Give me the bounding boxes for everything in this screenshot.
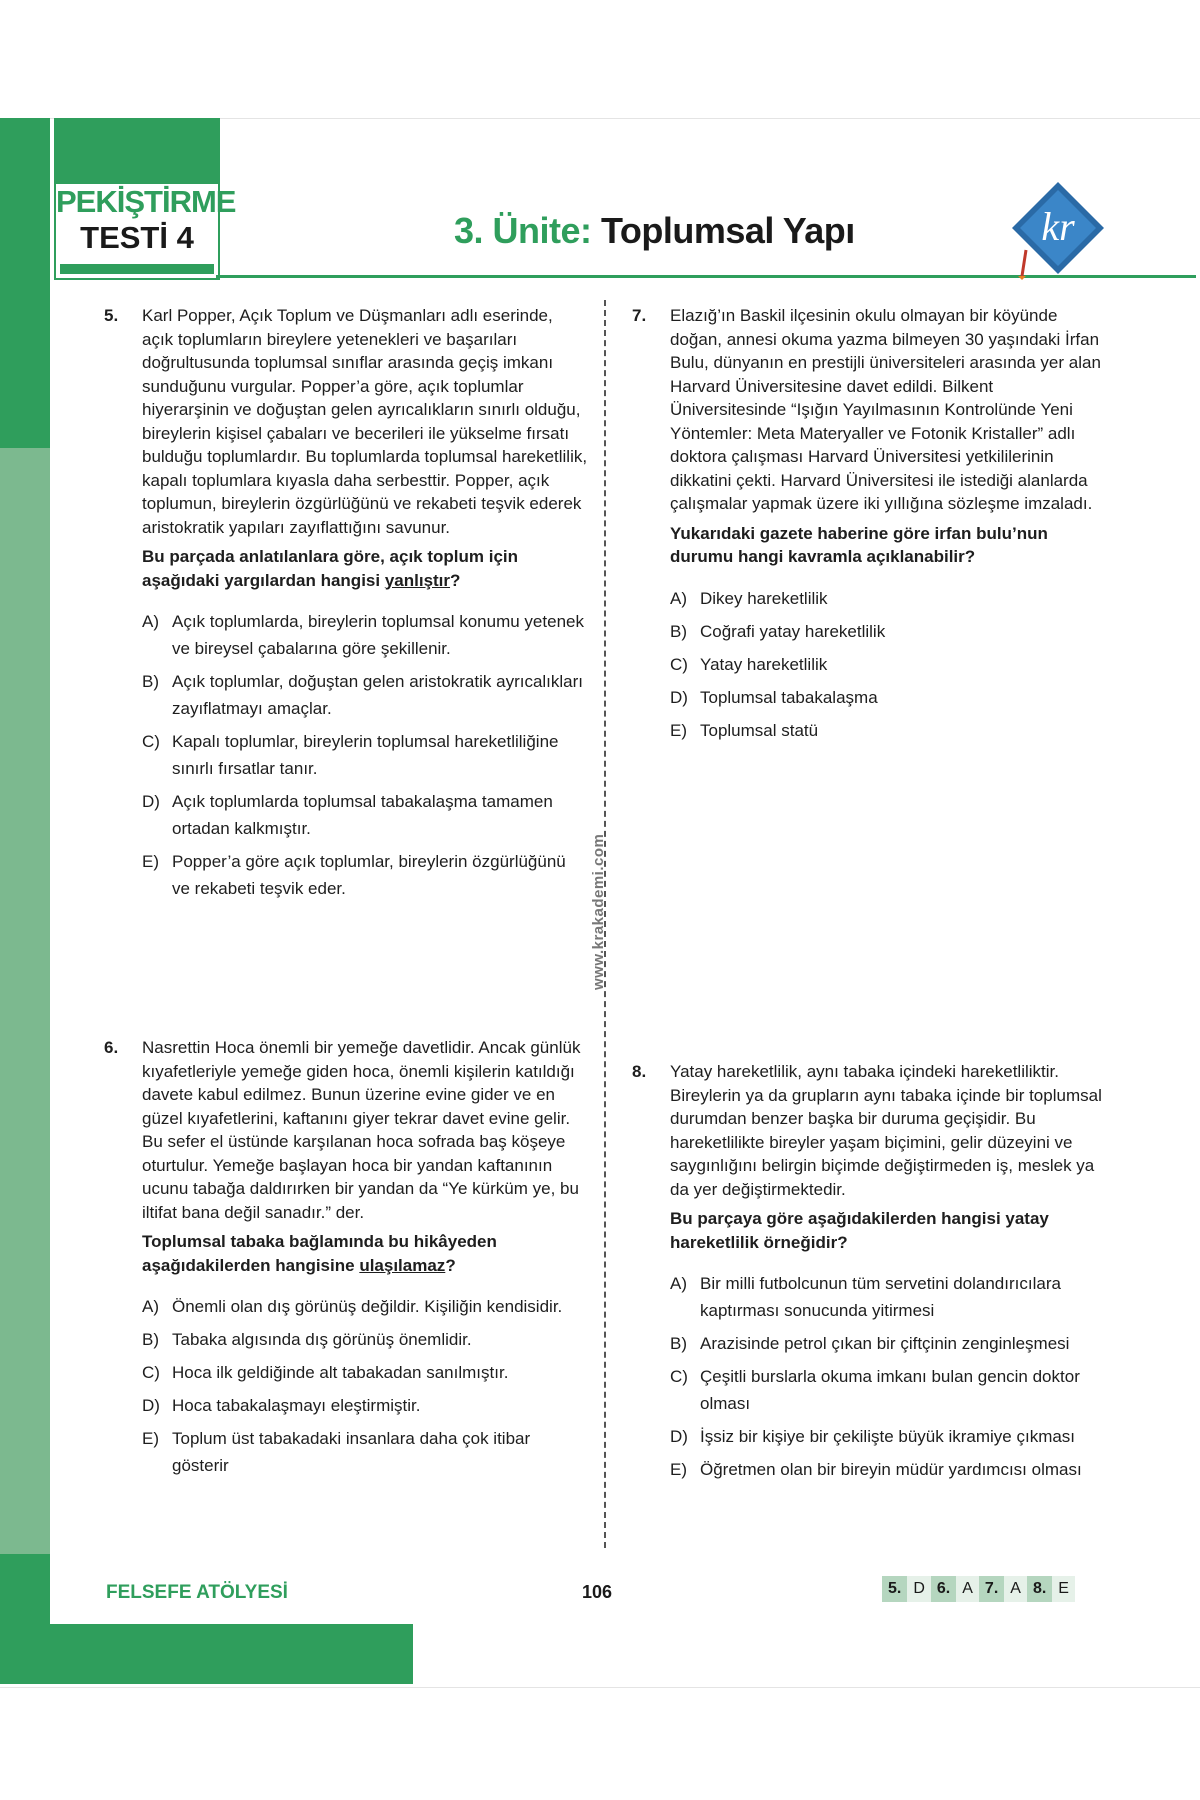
answer-value: A xyxy=(1004,1576,1027,1602)
option-a: A) Bir milli futbolcunun tüm servetini dolandırıcılara kaptırması sonucunda yitirmesi xyxy=(670,1274,1061,1320)
logo-icon xyxy=(1008,180,1108,280)
option-a: A) Açık toplumlarda, bireylerin toplumsal konumu yetenek ve bireysel çabalarına göre şekillenir. xyxy=(142,612,584,658)
badge-foot-band xyxy=(60,264,214,274)
option-e: E) Toplumsal statü xyxy=(670,720,819,740)
option-a: A) Dikey hareketlilik xyxy=(670,588,828,608)
option-c: C) Yatay hareketlilik xyxy=(670,654,828,674)
answer-number: 7. xyxy=(979,1576,1004,1602)
option-d: D) Açık toplumlarda toplumsal tabakalaşma tamamen ortadan kalkmıştır. xyxy=(142,792,553,838)
badge-top-band xyxy=(56,120,218,184)
answer-number: 5. xyxy=(882,1576,907,1602)
unit-prefix: 3. Ünite: xyxy=(454,210,592,251)
question-prompt: Yukarıdaki gazete haberine göre irfan bulu’nun durumu hangi kavramla açıklanabilir? xyxy=(670,523,1048,566)
question-text: Karl Popper, Açık Toplum ve Düşmanları adlı eserinde, açık toplumların bireylere yetenekleri ve başarıları doğrultusunda toplumsal sınıflar arasında geçiş imkanı sunduğunu vurgular. Popper’a göre, açık toplumlar hiyerarşinin ve doğuştan gelen ayrıcalıkların sınırlı olduğu, bireylerin kişisel çabaları ve becerileri ile yükselme fırsatı bulduğu toplumlardır. Bu toplumlarda toplumsal hareketlilik, kapalı toplumlara kıyasla daha serbesttir. Popper, açık toplumun, bireylerin özgürlüğünü ve rekabeti teşvik ederek aristokratik yapıları zayıflattığını savunur. xyxy=(142,306,588,537)
answer-key xyxy=(882,1576,1075,1602)
question-number: 8. xyxy=(632,1062,647,1081)
bottom-accent-bar xyxy=(0,1624,413,1684)
question-number: 7. xyxy=(632,306,647,325)
question-number: 6. xyxy=(104,1038,119,1057)
answer-number: 8. xyxy=(1027,1576,1052,1602)
option-b: B) Coğrafi yatay hareketlilik xyxy=(670,621,886,641)
badge-test-number: TESTİ 4 xyxy=(80,220,194,255)
question-prompt: Toplumsal tabaka bağlamında bu hikâyeden aşağıdakilerden hangisine ulaşılamaz? xyxy=(142,1232,497,1275)
answer-value: D xyxy=(907,1576,931,1602)
answer-value: A xyxy=(956,1576,979,1602)
unit-title xyxy=(454,210,855,252)
question-prompt: Bu parçaya göre aşağıdakilerden hangisi yatay hareketlilik örneğidir? xyxy=(670,1209,1049,1252)
logo-text: kr xyxy=(1041,204,1075,249)
question-prompt: Bu parçada anlatılanlara göre, açık toplum için aşağıdaki yargılardan hangisi yanlıştır? xyxy=(142,547,519,590)
option-c: C) Kapalı toplumlar, bireylerin toplumsal hareketliliğine sınırlı fırsatlar tanır. xyxy=(142,732,559,778)
option-d: D) Hoca tabakalaşmayı eleştirmiştir. xyxy=(142,1396,421,1415)
answer-number: 6. xyxy=(931,1576,956,1602)
option-c: C) Çeşitli burslarla okuma imkanı bulan gencin doktor olması xyxy=(670,1367,1080,1413)
question-text: Elazığ’ın Baskil ilçesinin okulu olmayan bir köyünde doğan, annesi okuma yazma bilmeyen 30 yaşındaki İrfan Bulu, dünyanın en prestijli üniversiteleri arasında yer alan Harvard Üniversitesine davet edildi. Bilkent Üniversitesinde “Işığın Yayılmasının Kontrolünde Yeni Yöntemler: Meta Materyaller ve Fotonik Kristaller” adlı doktora çalışması Harvard Üniversitesi yetkililerinin dikkatini çekti. Harvard Üniversitesi ile istediği alanlarda çalışmalar yapmak üzere iki yıllığına sözleşme imzaladı. xyxy=(670,306,1101,513)
option-a: A) Önemli olan dış görünüş değildir. Kişiliğin kendisidir. xyxy=(142,1297,563,1316)
badge-title: PEKİŞTİRME xyxy=(56,184,236,219)
page-number: 106 xyxy=(582,1582,613,1602)
option-b: B) Açık toplumlar, doğuştan gelen aristokratik ayrıcalıkları zayıflatmayı amaçlar. xyxy=(142,672,584,718)
option-c: C) Hoca ilk geldiğinde alt tabakadan sanılmıştır. xyxy=(142,1363,509,1382)
option-e: E) Popper’a göre açık toplumlar, bireylerin özgürlüğünü ve rekabeti teşvik eder. xyxy=(142,852,566,898)
option-e: E) Öğretmen olan bir bireyin müdür yardımcısı olması xyxy=(670,1460,1082,1479)
left-accent-strip-bottom xyxy=(0,1554,50,1624)
book-title: FELSEFE ATÖLYESİ xyxy=(106,1582,288,1603)
publisher-logo xyxy=(1008,180,1108,280)
option-b: B) Arazisinde petrol çıkan bir çiftçinin zenginleşmesi xyxy=(670,1334,1070,1353)
left-accent-strip-light xyxy=(0,448,50,1554)
question-number: 5. xyxy=(104,306,119,325)
question-text: Yatay hareketlilik, aynı tabaka içindeki hareketliliktir. Bireylerin ya da grupların aynı tabaka içinde bir toplumsal durumdan benzer başka bir duruma geçişidir. Bu hareketlilikte bireyler yaşam biçimini, gelir düzeyini ve saygınlığını belirgin biçimde değiştirmeden iş, meslek ya da yer değiştirmektedir. xyxy=(670,1062,1102,1199)
question-text: Nasrettin Hoca önemli bir yemeğe davetlidir. Ancak günlük kıyafetleriyle yemeğe giden hoca, önemli kişilerin katıldığı davete kabul edilmez. Bunun üzerine evine gider ve en güzel kıyafetlerini, kaftanını giyer tekrar davet evine gelir. Bu sefer el üstünde karşılanan hoca sofrada baş köşeye oturtulur. Yemeğe başlayan hoca bir yandan kaftanının ucunu tabağa daldırırken bir yandan da “Ye kürküm ye, bu iltifat bana değil sanadır.” der. xyxy=(142,1038,581,1222)
answer-value: E xyxy=(1052,1576,1075,1602)
option-e: E) Toplum üst tabakadaki insanlara daha çok itibar gösterir xyxy=(142,1429,531,1475)
option-b: B) Tabaka algısında dış görünüş önemlidir. xyxy=(142,1330,472,1349)
test-badge xyxy=(54,118,236,280)
option-d: D) İşsiz bir kişiye bir çekilişte büyük ikramiye çıkması xyxy=(670,1427,1076,1446)
left-accent-strip xyxy=(0,118,50,448)
option-d: D) Toplumsal tabakalaşma xyxy=(670,687,878,707)
unit-name: Toplumsal Yapı xyxy=(601,210,855,251)
